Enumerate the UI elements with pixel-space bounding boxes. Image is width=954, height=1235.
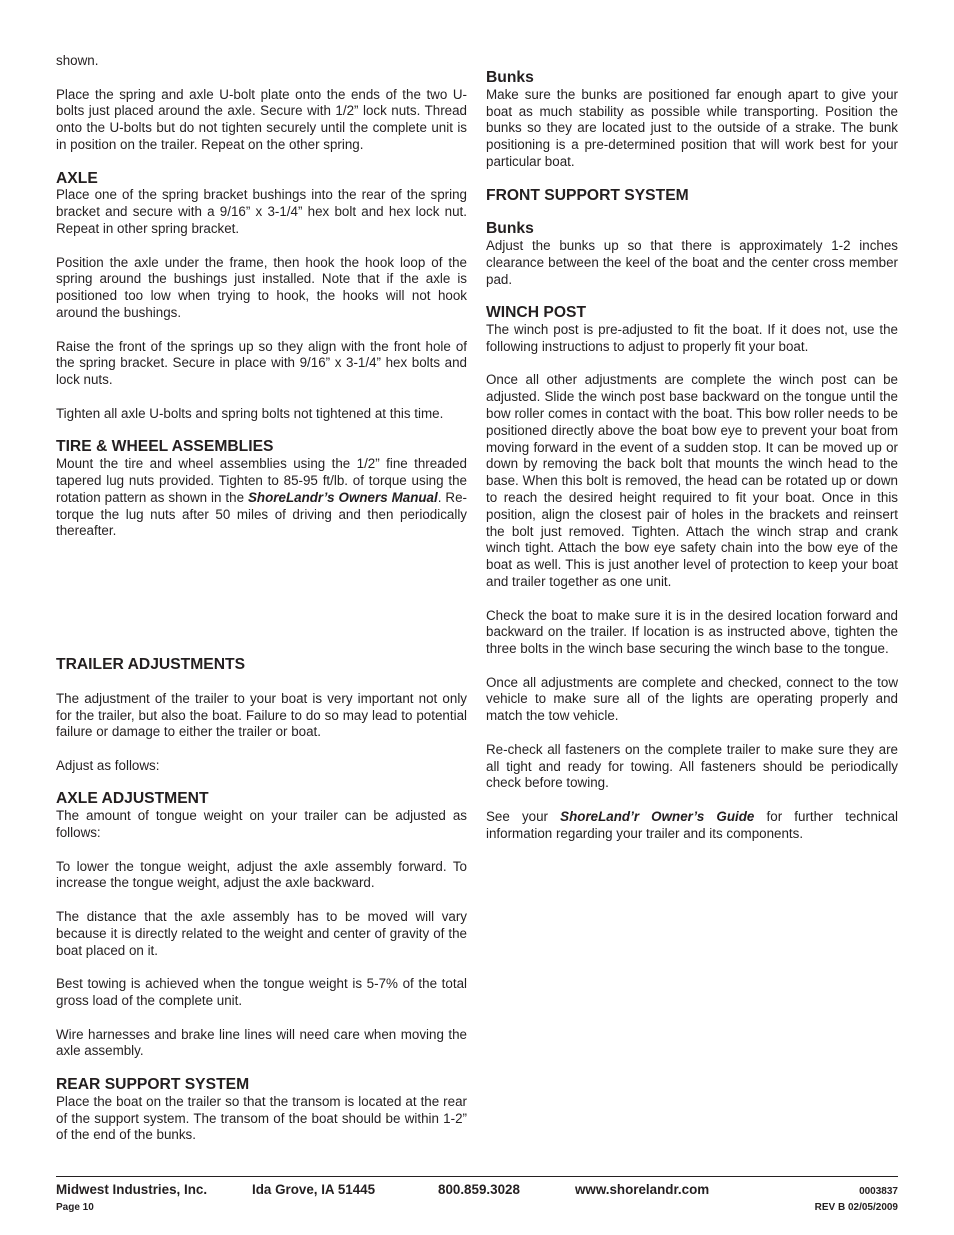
owners-guide-title: ShoreLand’r Owner’s Guide [560,809,755,825]
paragraph-shown: shown. [56,53,99,68]
paragraph-front-bunks: Adjust the bunks up so that there is approximately 1-2 inches clearance between the keel of the boat and the center cross member pad. [486,237,898,287]
paragraph-adjust-as-follows: Adjust as follows: [56,757,160,773]
heading-winch-post: WINCH POST [486,304,587,322]
right-column [486,70,898,843]
paragraph-axle-distance: The distance that the axle assembly has to be moved will vary because it is directly related to the weight and center of gravity of the boat placed on it. [56,909,467,958]
footer-phone: 800.859.3028 [438,1182,520,1197]
paragraph-winch-adjust: Once all other adjustments are complete the winch post can be adjusted. Slide the winch post base backward on the tongue until the bow roller comes in contact with the boat. This bow roller needs to be positioned directly above the boat bow eye to prevent your boat from moving forward in the event of a sudden stop. It can be moved up or down by removing the back bolt that mounts the winch head to the base. When this bolt is removed, the head can be rotated up or down to reach the desired height required to fit your boat. Once in this position, align the closest pair of holes in the brackets and reinsert the bolt just removed. Tighten. Attach the winch strap and crank winch tight. Attach the bow eye safety chain into the bow eye of the boat as well. This is just another level of protection to keep your boat and trailer together as one unit. [486,372,898,589]
footer-divider [56,1176,898,1177]
paragraph-wire-harnesses: Wire harnesses and brake line lines will need care when moving the axle assembly. [56,1026,467,1059]
paragraph-winch-preadjusted: The winch post is pre-adjusted to fit the boat. If it does not, use the following instructions to adjust to properly fit your boat. [486,321,898,354]
paragraph-see-guide: See your ShoreLand’r Owner’s Guide for further technical information regarding your trailer and its components. [486,809,898,841]
heading-bunks: Bunks [486,69,534,86]
heading-front-support: FRONT SUPPORT SYSTEM [486,186,689,204]
paragraph-lower-tongue-weight: To lower the tongue weight, adjust the axle assembly forward. To increase the tongue weight, adjust the axle backward. [56,858,467,891]
footer-revision: REV B 02/05/2009 [814,1202,898,1213]
heading-axle: AXLE [56,169,98,187]
paragraph-ubolt-plate: Place the spring and axle U-bolt plate onto the ends of the two U-bolts just placed around the axle. Secure with 1/2” lock nuts. Thread onto the U-bolts but do not tighten securely until the complete unit is in position on the trailer. Repeat on the other spring. [56,86,467,152]
footer-page-number: Page 10 [56,1202,94,1213]
heading-trailer-adjustments: TRAILER ADJUSTMENTS [56,656,246,674]
paragraph-best-towing: Best towing is achieved when the tongue weight is 5-7% of the total gross load of the complete unit. [56,976,467,1009]
left-column [56,53,467,1144]
heading-tire-wheel: TIRE & WHEEL ASSEMBLIES [56,438,274,456]
paragraph-axle-position: Position the axle under the frame, then hook the hook loop of the spring around the bushings just installed. Note that if the axle is positioned too low when trying to hook, the hooks will not hook around the bushings. [56,254,467,320]
paragraph-axle-bushings: Place one of the spring bracket bushings into the rear of the spring bracket and secure with a 9/16” x 3-1/4” hex bolt and hex lock nut. Repeat in other spring bracket. [56,187,467,236]
paragraph-axle-raise: Raise the front of the springs up so they align with the front hole of the spring bracket. Secure in place with 9/16” x 3-1/4” hex bolts and lock nuts. [56,338,467,388]
footer-website: www.shorelandr.com [575,1182,710,1197]
heading-axle-adjustment: AXLE ADJUSTMENT [56,790,209,808]
owners-manual-title: ShoreLandr’s Owners Manual [248,489,438,505]
paragraph-tongue-weight: The amount of tongue weight on your trailer can be adjusted as follows: [56,808,467,841]
paragraph-axle-tighten: Tighten all axle U-bolts and spring bolts not tightened at this time. [56,405,444,421]
paragraph-tire-wheel: Mount the tire and wheel assemblies using the 1/2” fine threaded tapered lug nuts provided. Tighten to 85-95 ft/lb. of torque using the rotation pattern as shown in the ShoreLandr’s Owners Manual. Re-torque the lug nuts after 50 miles of driving and then periodically thereafter. [56,456,467,539]
paragraph-recheck-fasteners: Re-check all fasteners on the complete trailer to make sure they are all tight and ready for towing. All fasteners should be periodically check before towing. [486,741,898,791]
footer-company: Midwest Industries, Inc. [56,1182,208,1197]
heading-rear-support: REAR SUPPORT SYSTEM [56,1076,250,1094]
footer-city: Ida Grove, IA 51445 [252,1182,376,1197]
paragraph-connect-tow: Once all adjustments are complete and checked, connect to the tow vehicle to make sure all of the lights are operating properly and match the tow vehicle. [486,674,898,724]
paragraph-adjustment-importance: The adjustment of the trailer to your boat is very important not only for the trailer, but also the boat. Failure to do so may lead to potential failure or damage to either the trailer or boat. [56,690,467,740]
heading-front-bunks: Bunks [486,220,534,238]
paragraph-bunks: Make sure the bunks are positioned far enough apart to give your boat as much stability as possible while transporting. Position the bunks so they are located just to the outside of a strake. The bunk positioning is a pre-determined position that will work best for your particular boat. [486,86,898,169]
paragraph-check-boat: Check the boat to make sure it is in the desired location forward and backward on the trailer. If location is as instructed above, tighten the three bolts in the winch base securing the winch base to the tongue. [486,607,898,657]
paragraph-rear-support: Place the boat on the trailer so that the transom is located at the rear of the support system. The transom of the boat should be within 1-2” of the end of the bunks. [56,1093,467,1143]
footer-doc-number: 0003837 [859,1186,898,1197]
